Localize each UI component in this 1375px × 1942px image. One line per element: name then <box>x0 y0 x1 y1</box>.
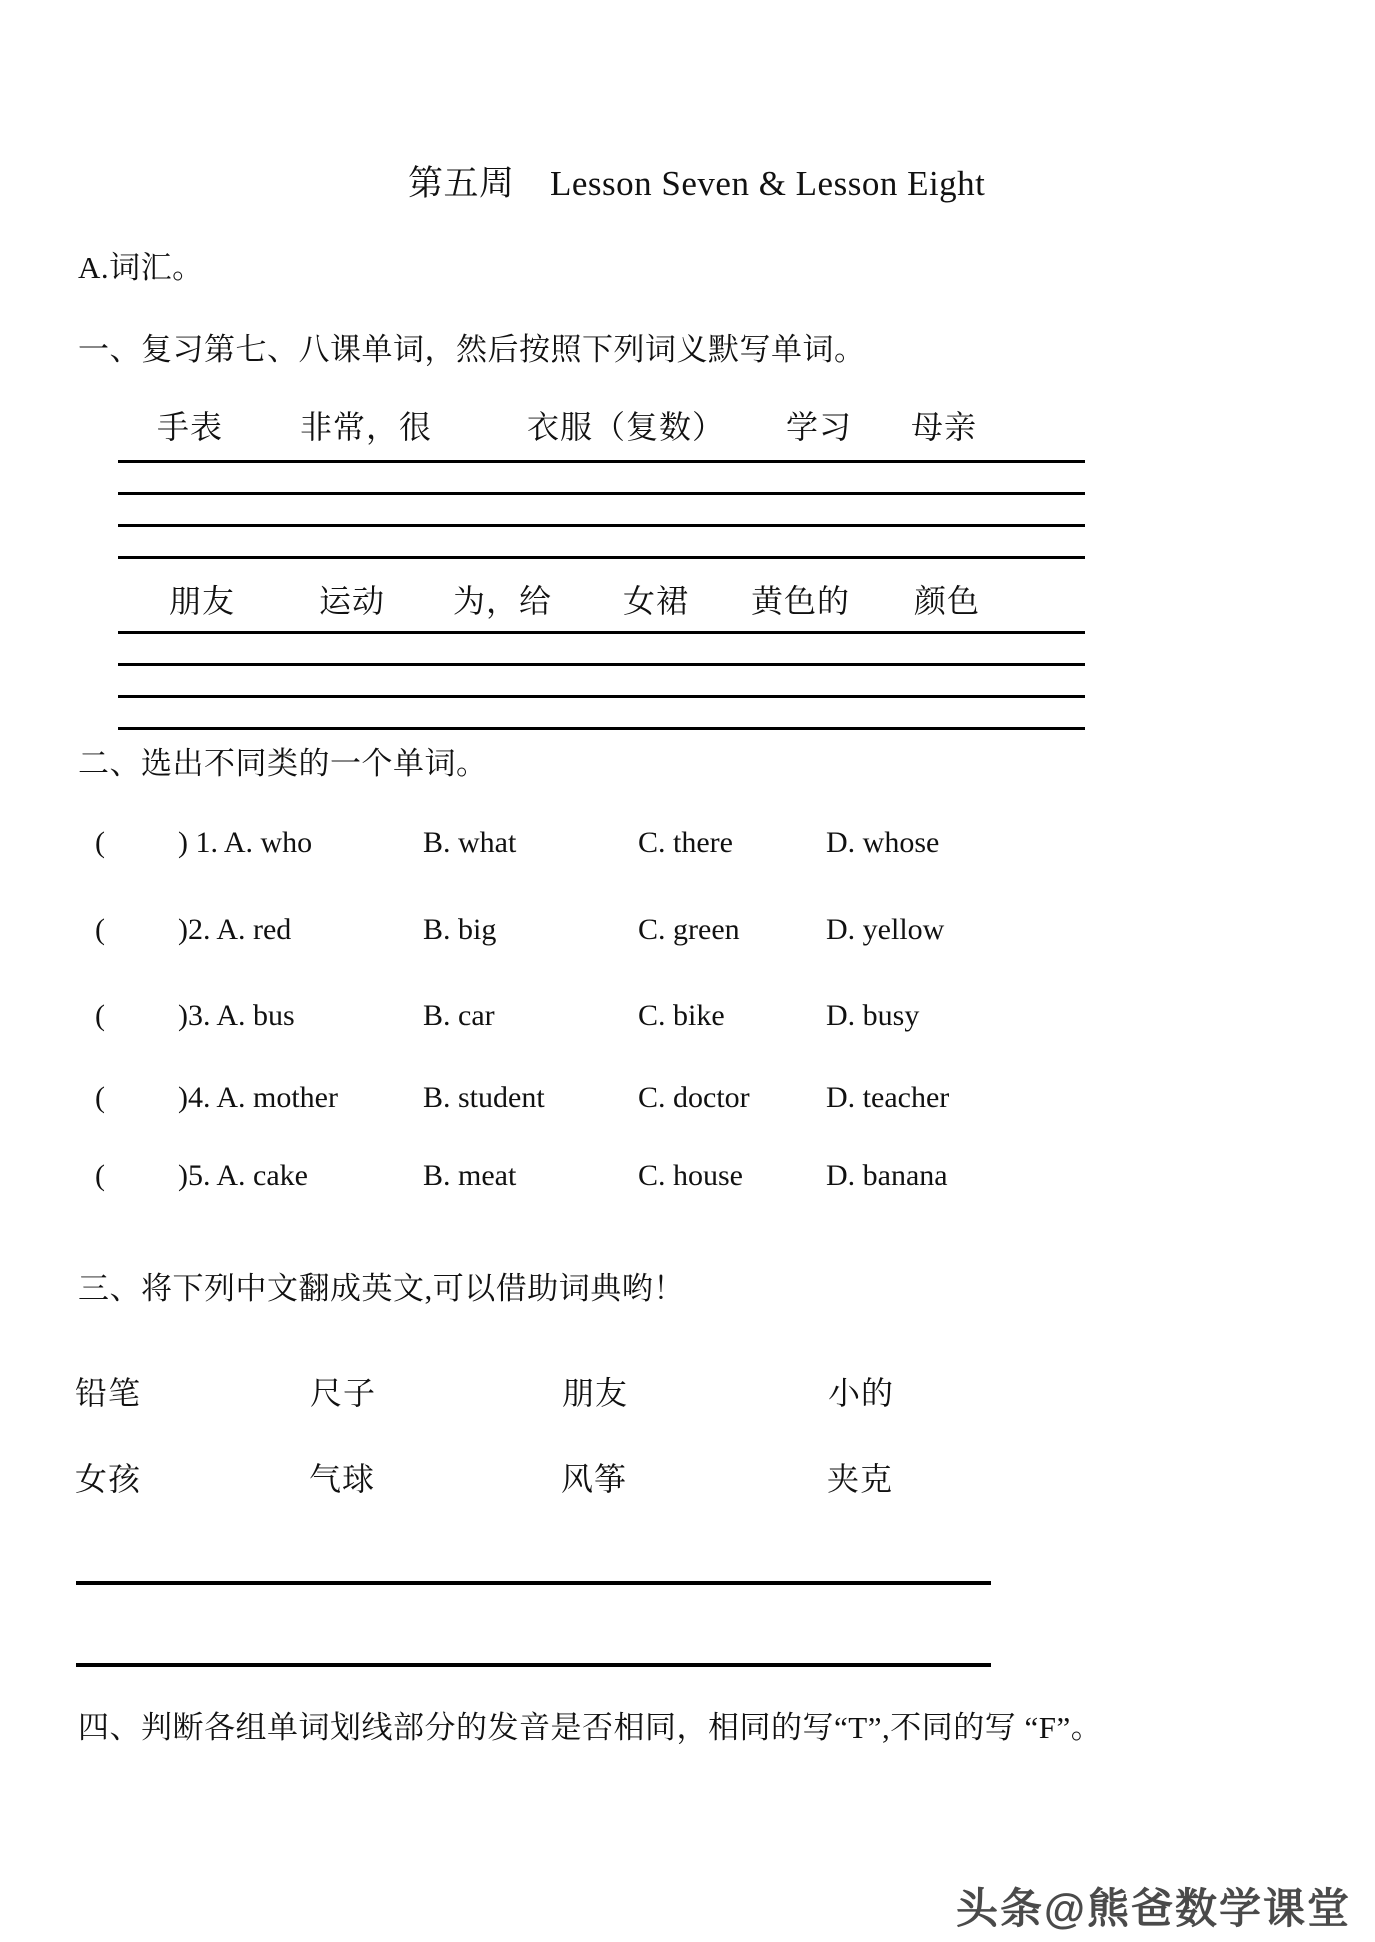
mc-option-c: C. doctor <box>638 1081 750 1114</box>
mc-open-paren: ( <box>95 826 105 859</box>
translate-word: 尺子 <box>310 1375 377 1411</box>
section-a-heading: A.词汇。 <box>78 250 204 285</box>
mc-open-paren: ( <box>95 1081 105 1114</box>
writing-line <box>118 663 1085 666</box>
mc-open-paren: ( <box>95 999 105 1032</box>
writing-line <box>118 727 1085 730</box>
mc-question-3 <box>0 999 1375 1041</box>
mc-option-b: B. student <box>423 1081 545 1114</box>
mc-option-a: ) 1. A. who <box>178 826 313 859</box>
translate-word: 风筝 <box>561 1461 628 1497</box>
page-title: 第五周 Lesson Seven & Lesson Eight <box>408 164 986 203</box>
translate-word: 女孩 <box>75 1461 142 1497</box>
mc-option-a: )3. A. bus <box>178 999 295 1032</box>
vocab-word: 女裙 <box>623 583 690 619</box>
vocab-word: 为，给 <box>453 583 553 619</box>
watermark: 头条@熊爸数学课堂 <box>956 1885 1351 1932</box>
mc-option-c: C. there <box>638 826 733 859</box>
translate-word: 朋友 <box>562 1375 629 1411</box>
writing-line <box>118 556 1085 559</box>
vocab-word: 手表 <box>157 409 224 445</box>
mc-option-a: )5. A. cake <box>178 1159 308 1192</box>
translate-word: 夹克 <box>827 1461 894 1497</box>
mc-option-d: D. banana <box>826 1159 948 1192</box>
mc-option-b: B. meat <box>423 1159 517 1192</box>
mc-question-2 <box>0 913 1375 955</box>
translate-word: 气球 <box>309 1461 376 1497</box>
section-one-heading: 一、复习第七、八课单词，然后按照下列词义默写单词。 <box>78 332 866 367</box>
writing-line <box>118 492 1085 495</box>
answer-line <box>76 1663 991 1667</box>
mc-option-d: D. busy <box>826 999 920 1032</box>
vocab-word: 学习 <box>786 409 853 445</box>
mc-question-5 <box>0 1159 1375 1201</box>
vocab-word: 颜色 <box>914 583 981 619</box>
mc-option-b: B. what <box>423 826 517 859</box>
section-three-heading: 三、将下列中文翻成英文,可以借助词典哟！ <box>78 1271 685 1306</box>
mc-option-c: C. house <box>638 1159 743 1192</box>
mc-option-a: )4. A. mother <box>178 1081 338 1114</box>
answer-line <box>76 1581 991 1585</box>
writing-line <box>118 631 1085 634</box>
mc-option-b: B. car <box>423 999 495 1032</box>
mc-open-paren: ( <box>95 913 105 946</box>
writing-line <box>118 695 1085 698</box>
mc-option-c: C. green <box>638 913 740 946</box>
writing-line <box>118 460 1085 463</box>
translate-word: 小的 <box>828 1375 895 1411</box>
vocab-word: 黄色的 <box>751 583 851 619</box>
mc-option-d: D. yellow <box>826 913 945 946</box>
mc-question-4 <box>0 1081 1375 1123</box>
vocab-word: 运动 <box>319 583 386 619</box>
vocab-word: 朋友 <box>169 583 236 619</box>
vocab-word: 母亲 <box>911 409 978 445</box>
mc-option-d: D. whose <box>826 826 940 859</box>
mc-option-b: B. big <box>423 913 497 946</box>
translate-word: 铅笔 <box>75 1375 142 1411</box>
mc-open-paren: ( <box>95 1159 105 1192</box>
mc-question-1 <box>0 826 1375 868</box>
vocab-word: 衣服（复数） <box>527 409 726 445</box>
mc-option-a: )2. A. red <box>178 913 292 946</box>
vocab-word: 非常，很 <box>300 409 433 445</box>
writing-line <box>118 524 1085 527</box>
section-four-heading: 四、判断各组单词划线部分的发音是否相同，相同的写“T”,不同的写 “F”。 <box>78 1710 1103 1745</box>
mc-option-c: C. bike <box>638 999 725 1032</box>
section-two-heading: 二、选出不同类的一个单词。 <box>78 746 488 781</box>
mc-option-d: D. teacher <box>826 1081 950 1114</box>
